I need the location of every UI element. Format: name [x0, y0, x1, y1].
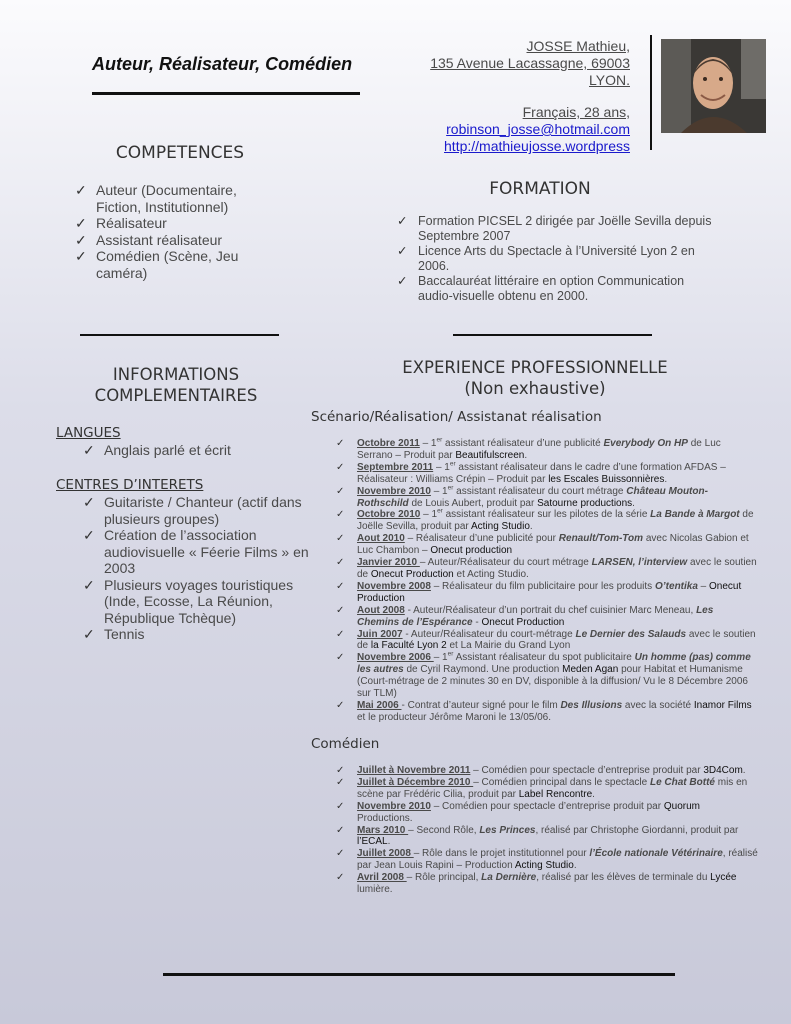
entry-text: Assistant réalisateur du spot publicitaire [453, 652, 635, 664]
entry-title: Les Princes [479, 824, 536, 836]
entry-producer: les Escales Buissonnières [548, 473, 665, 485]
entry-date: Mai 2006 [357, 699, 402, 711]
profile-photo [661, 39, 766, 133]
entry-text: . [742, 765, 746, 776]
entry-producer: la Faculté Lyon 2 [370, 640, 447, 652]
list-item [333, 848, 758, 872]
list-item: ✓ Guitariste / Chanteur (actif dans plusieurs groupes) [80, 494, 310, 527]
entry-producer: Onecut Production [357, 580, 742, 604]
entry-producer: Lycée [710, 872, 737, 884]
entry-text: assistant réalisateur sur les pilotes de la série [442, 509, 651, 521]
experience-heading [390, 357, 680, 399]
entry-text: – Comédien pour spectacle d’entreprise produit par [430, 800, 664, 812]
info-heading [60, 364, 292, 406]
entry-text: . [592, 788, 595, 800]
entry-title: Des Illusions [560, 699, 623, 711]
entry-title: Le Chat Botté [649, 776, 715, 788]
email-link[interactable]: robinson_josse@hotmail.com [446, 121, 630, 137]
scenario-list [333, 438, 758, 724]
entry-title: La Dernière [481, 872, 537, 884]
entry-text: et Acting Studio. [453, 568, 529, 580]
list-item: ✓ Réalisateur [72, 215, 272, 232]
entry-producer: Onecut production [430, 545, 513, 557]
entry-title: Château Mouton-Rothschild [357, 485, 708, 509]
list-item [333, 872, 758, 896]
entry-text: lumière. [357, 884, 393, 896]
entry-date: Novembre 2008 [357, 580, 431, 592]
list-item [333, 801, 758, 825]
entry-text: de Luc Serrano – Produit par [357, 438, 721, 461]
entry-text: et La Mairie du Grand Lyon [446, 640, 571, 652]
entry-text: avec le soutien de [357, 557, 757, 580]
entry-text: avec le soutien de [357, 628, 756, 652]
entry-text: – Second Rôle, [408, 824, 480, 836]
entry-title: Les Chemins de l’Espérance [357, 604, 714, 628]
entry-text: assistant réalisateur d’une publicité [442, 438, 604, 449]
entry-text: avec Nicolas Gabion et Luc Chambon – [357, 533, 749, 557]
list-item [333, 652, 758, 700]
entry-text: - Auteur/Réalisateur du court-métrage [402, 628, 576, 640]
entry-date: Novembre 2010 [357, 485, 431, 497]
cv-title: Auteur, Réalisateur, Comédien [92, 54, 353, 74]
experience-heading-line1: EXPERIENCE PROFESSIONNELLE [402, 358, 668, 377]
comedien-label: Comédien [311, 736, 380, 752]
entry-text: – 1 [430, 485, 448, 497]
list-item [333, 629, 758, 653]
list-item [333, 509, 758, 533]
entry-producer: 3D4Com [703, 765, 743, 776]
comedien-list [333, 765, 758, 896]
list-item [333, 700, 758, 724]
entry-producer: Acting Studio [514, 860, 574, 872]
website-link[interactable]: http://mathieujosse.wordpress [444, 138, 630, 154]
entry-text: . [524, 449, 528, 461]
entry-producer: Inamor Films [693, 699, 752, 711]
entry-date: Aout 2010 [357, 533, 405, 545]
entry-producer: Onecut Production [370, 568, 454, 580]
ordinal-suffix: er [447, 484, 454, 492]
entry-title: l’École nationale Vétérinaire [589, 848, 723, 860]
entry-title: La Bande à Margot [650, 509, 740, 521]
entry-text: – Comédien pour spectacle d’entreprise produit par [470, 765, 704, 776]
contact-nationality-age: Français, 28 ans, [522, 104, 630, 120]
entry-text: de Louis Aubert, produit par [408, 497, 538, 509]
entry-date: Juillet 2008 [357, 848, 414, 860]
competences-heading: COMPETENCES [115, 143, 245, 163]
entry-text: , réalisé par Christophe Giordanni, produit par [535, 824, 739, 836]
entry-date: Mars 2010 [357, 824, 409, 836]
entry-text: . [632, 497, 635, 509]
list-item: ✓ Tennis [80, 626, 310, 643]
entry-title: O’tentika [654, 580, 698, 592]
interets-label: CENTRES D’INTERETS [56, 477, 204, 493]
entry-date: Juillet à Décembre 2010 [357, 776, 474, 788]
entry-producer: Quorum [663, 800, 700, 812]
section-divider [80, 334, 279, 336]
langues-label: LANGUES [56, 425, 121, 441]
list-item [333, 557, 758, 581]
contact-block [430, 38, 630, 155]
list-item [333, 462, 758, 486]
entry-text: – Rôle principal, [406, 872, 482, 884]
list-item: ✓ Baccalauréat littéraire en option Communication audio-visuelle obtenu en 2000. [394, 274, 714, 304]
entry-date: Septembre 2011 [357, 461, 434, 473]
list-item: ✓ Plusieurs voyages touristiques (Inde, Ecosse, La Réunion, République Tchèque) [80, 577, 310, 627]
section-divider [453, 334, 652, 336]
entry-text: – Comédien principal dans le spectacle [473, 776, 650, 788]
entry-title: Un homme (pas) comme les autres [357, 652, 751, 676]
info-heading-line1: INFORMATIONS [112, 365, 240, 384]
entry-text: mis en scène par Frédéric Cilia, produit par [357, 776, 748, 800]
entry-title: LARSEN, l’interview [591, 557, 688, 569]
entry-text: – Réalisateur du film publicitaire pour les produits [430, 580, 655, 592]
entry-text: . [664, 473, 668, 485]
entry-producer: Meden Agan [562, 664, 619, 676]
list-item: ✓ Anglais parlé et écrit [80, 442, 310, 459]
entry-title: Le Dernier des Salauds [575, 628, 687, 640]
entry-text: assistant réalisateur dans le cadre d’une formation AFDAS – Réalisateur : Williams Crépin – Produit par [357, 461, 726, 485]
entry-text: - Contrat d’auteur signé pour le film [401, 699, 561, 711]
list-item: ✓ Formation PICSEL 2 dirigée par Joëlle Sevilla depuis Septembre 2007 [394, 214, 714, 244]
langues-list [80, 442, 310, 459]
list-item: ✓ Licence Arts du Spectacle à l’Université Lyon 2 en 2006. [394, 244, 714, 274]
entry-text: . [529, 521, 533, 533]
entry-title: Renault/Tom-Tom [558, 533, 644, 545]
entry-producer: Onecut Production [481, 616, 565, 628]
entry-text: pour Habitat et Humanisme (Court-métrage de 2 minutes 30 en DV, disponible à la diffusion/ Vu le 8 Décembre 2006 sur TLM) [357, 664, 748, 700]
list-item: ✓ Comédien (Scène, Jeu caméra) [72, 248, 272, 281]
ordinal-suffix: er [447, 650, 454, 658]
entry-text: – Auteur/Réalisateur du court métrage [419, 557, 592, 569]
entry-text: – 1 [419, 438, 437, 449]
entry-date: Novembre 2010 [357, 800, 431, 812]
entry-text: , réalisé par les élèves de terminale du [536, 872, 711, 884]
formation-list [394, 214, 714, 304]
entry-text: assistant réalisateur du court métrage [453, 485, 627, 497]
scenario-label: Scénario/Réalisation/ Assistanat réalisation [311, 409, 602, 425]
ordinal-suffix: er [449, 460, 456, 468]
header-divider [650, 35, 652, 150]
entry-text: – Réalisateur d’une publicité pour [404, 533, 559, 545]
entry-text: de Joëlle Sevilla, produit par [357, 509, 754, 533]
info-heading-line2: COMPLEMENTAIRES [94, 386, 258, 405]
entry-text: – Rôle dans le projet institutionnel pour [413, 848, 590, 860]
entry-producer: Label Rencontre [518, 788, 593, 800]
entry-date: Octobre 2011 [357, 438, 420, 449]
entry-text: - [472, 616, 482, 628]
list-item [333, 581, 758, 605]
entry-date: Aout 2008 [357, 604, 405, 616]
entry-producer: Beautifulscreen [455, 449, 525, 461]
list-item: ✓ Création de l’association audiovisuelle « Féerie Films » en 2003 [80, 527, 310, 577]
entry-text: Productions. [357, 812, 413, 824]
list-item [333, 486, 758, 510]
experience-heading-line2: (Non exhaustive) [464, 379, 606, 398]
list-item [333, 777, 758, 801]
title-underline [92, 92, 360, 95]
formation-heading: FORMATION [489, 179, 591, 199]
list-item [333, 765, 758, 777]
interets-list [80, 494, 310, 643]
contact-name: JOSSE Mathieu, [526, 38, 630, 54]
entry-text: – 1 [433, 652, 448, 664]
entry-text: – 1 [420, 509, 438, 521]
list-item: ✓ Assistant réalisateur [72, 232, 272, 249]
entry-date: Octobre 2010 [357, 509, 421, 521]
entry-date: Novembre 2006 [357, 652, 434, 664]
entry-text: . [387, 836, 391, 848]
entry-text: , réalisé par Jean Louis Rapini – Production [357, 848, 758, 872]
list-item: ✓ Auteur (Documentaire, Fiction, Institutionnel) [72, 182, 272, 215]
list-item [333, 533, 758, 557]
entry-text: de Cyril Raymond. Une production [403, 664, 563, 676]
entry-title: Everybody On HP [603, 438, 688, 449]
contact-address: 135 Avenue Lacassagne, 69003 [430, 55, 630, 71]
competences-list [72, 182, 272, 281]
ordinal-suffix: er [436, 436, 443, 444]
list-item [333, 438, 758, 462]
entry-producer: Satourne productions [537, 497, 633, 509]
contact-city: LYON. [589, 72, 630, 88]
entry-text: et le producteur Jérôme Maroni le 13/05/06. [357, 711, 551, 723]
list-item [333, 605, 758, 629]
entry-producer: Acting Studio [470, 521, 530, 533]
entry-text: - Auteur/Réalisateur d’un portrait du chef cuisinier Marc Meneau, [404, 604, 697, 616]
list-item [333, 825, 758, 849]
entry-text: – [697, 580, 710, 592]
entry-date: Avril 2008 [357, 872, 407, 884]
ordinal-suffix: er [437, 508, 443, 516]
entry-text: avec la société [622, 699, 694, 711]
entry-date: Juin 2007 [357, 628, 403, 640]
entry-producer: l’ECAL [357, 836, 388, 848]
entry-date: Janvier 2010 [357, 557, 420, 569]
entry-text: – 1 [433, 461, 450, 473]
footer-rule [163, 973, 675, 976]
entry-date: Juillet à Novembre 2011 [357, 765, 471, 776]
entry-text: . [573, 860, 577, 872]
